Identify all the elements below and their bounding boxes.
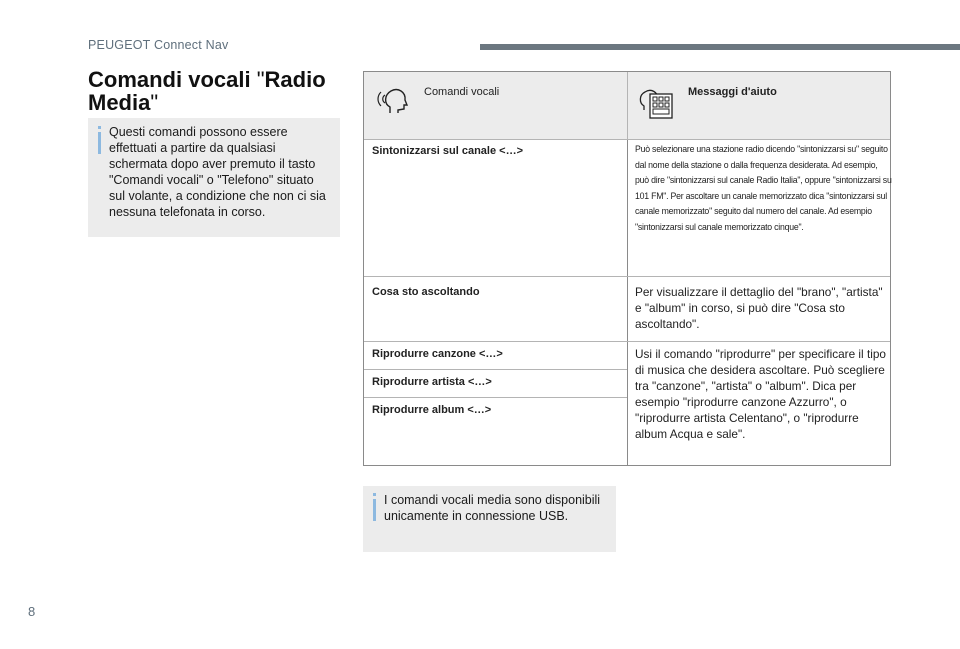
title-open-quote: " [256,67,265,92]
col2-header-label: Messaggi d'aiuto [688,86,777,98]
table-header-commands [364,72,628,139]
table-row-help: Per visualizzare il dettaglio del "brano", "artista" e "album" in corso, si può dire "Cosa sto ascoltando". [635,285,883,331]
table-row-command: Riprodurre artista <…> [372,376,492,388]
table-row-help: Può selezionare una stazione radio dicendo "sintonizzarsi su" seguito dal nome della stazione o dalla frequenza desiderata. Ad esempio, può dire "sintonizzarsi sul canale Radio Italia", oppure "sintonizzarsi su 101 FM". Per ascoltare un canale memorizzato dica "sintonizzarsi sul canale memorizzato" seguito dal numero del canale. Ad esempio "sintonizzarsi sul canale memorizzato cinque". [635,144,892,233]
info-note-text: Questi comandi possono essere effettuati a partire da qualsiasi schermata dopo aver premuto il tasto "Comandi vocali" o "Telefono" situato sul volante, a condizione che non ci sia nessuna telefonata in corso. [109,125,326,219]
voice-command-icon [376,83,412,119]
table-row-help-merged: Usi il comando "riprodurre" per specificare il tipo di musica che desidera ascoltare. Può scegliere tra "canzone", "artista" o "album". Dica per esempio "riprodurre canzone Azzurro", o "riprodurre artista Celentano", o "riprodurre album Acqua e sale". [635,347,886,441]
table-row-command: Riprodurre album <…> [372,404,492,416]
table-header-help [628,72,890,139]
column-divider [627,139,628,465]
table-row-command: Cosa sto ascoltando [372,286,480,298]
row-divider [364,341,890,342]
info-icon [373,493,376,496]
info-icon [98,126,101,129]
row-divider [364,276,890,277]
header-title: PEUGEOT Connect Nav [88,38,229,52]
help-messages-icon [636,82,676,122]
info-bar [98,132,101,154]
title-prefix: Comandi vocali [88,67,257,92]
page-number: 8 [28,604,36,619]
info-note-left [88,118,340,237]
info-bar [373,499,376,521]
voice-commands-table [363,71,891,466]
header-rule [480,44,960,50]
info-note-bottom [363,486,616,552]
title-term: Radio Media [88,67,326,115]
title-close-quote: " [150,90,159,115]
info-note-text: I comandi vocali media sono disponibili unicamente in connessione USB. [384,493,601,523]
row-divider [364,397,627,398]
table-row-command: Riprodurre canzone <…> [372,348,503,360]
col1-header-label: Comandi vocali [424,86,500,98]
table-row-command: Sintonizzarsi sul canale <…> [372,145,523,157]
row-divider [364,139,890,140]
row-divider [364,369,627,370]
page-title [88,68,338,114]
